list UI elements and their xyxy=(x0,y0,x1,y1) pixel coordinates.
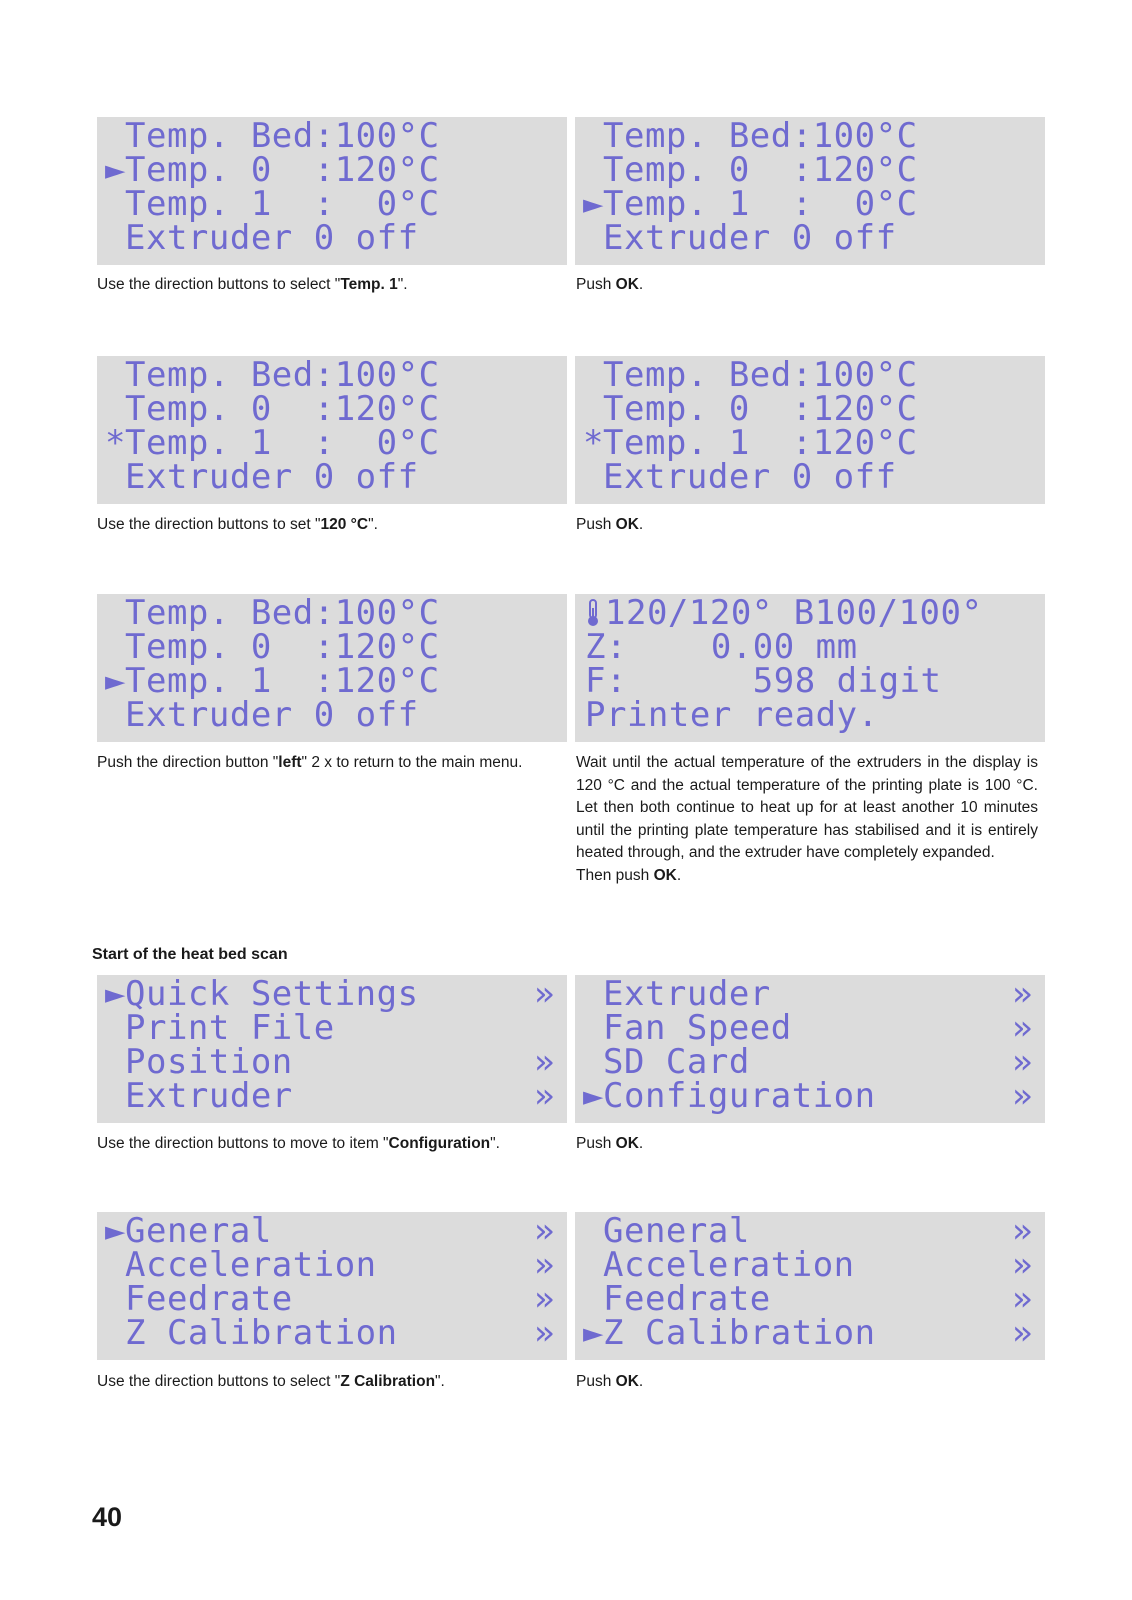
lcd-text: Feedrate xyxy=(125,1279,293,1319)
lcd-line xyxy=(105,1211,559,1251)
submenu-arrow-icon: » xyxy=(1012,1076,1033,1116)
lcd-line xyxy=(105,218,559,258)
lcd-line xyxy=(583,1008,1037,1048)
submenu-arrow-icon: » xyxy=(534,974,555,1014)
lcd-line xyxy=(105,974,559,1014)
lcd-line xyxy=(583,1279,1037,1319)
lcd-text: 120/120° B100/100° xyxy=(605,593,983,633)
lcd-text: Extruder 0 off xyxy=(125,695,419,735)
lcd-text: Extruder 0 off xyxy=(125,457,419,497)
lcd-display xyxy=(97,975,567,1123)
lcd-text: Extruder xyxy=(125,1076,293,1116)
cursor-arrow-icon: ► xyxy=(583,1076,604,1116)
lcd-text: Temp. Bed:100°C xyxy=(603,355,918,395)
caption: Push OK. xyxy=(576,516,644,533)
lcd-line xyxy=(105,184,559,224)
lcd-text: F: 598 digit xyxy=(585,661,942,701)
lcd-text: Fan Speed xyxy=(603,1008,792,1048)
lcd-text: Temp. Bed:100°C xyxy=(125,116,440,156)
lcd-display xyxy=(575,594,1045,742)
submenu-arrow-icon: » xyxy=(534,1076,555,1116)
caption-body: Wait until the actual temperature of the extruders in the display is 120 °C and the actual temperature of the printing plate is 100 °C. Let then both continue to heat up for at least another 10 minutes until the printing plate temperature has stabilised and it is entirely heated through, and the extruder have completely expanded. xyxy=(576,754,1038,861)
submenu-arrow-icon: » xyxy=(534,1211,555,1251)
lcd-text: Z Calibration xyxy=(125,1313,398,1353)
lcd-line xyxy=(105,593,559,633)
lcd-text: Acceleration xyxy=(603,1245,855,1285)
submenu-arrow-icon: » xyxy=(534,1279,555,1319)
edit-star-icon: * xyxy=(583,423,604,463)
lcd-text: Temp. 0 :120°C xyxy=(125,150,440,190)
lcd-text: Temp. Bed:100°C xyxy=(125,593,440,633)
lcd-text: SD Card xyxy=(603,1042,750,1082)
submenu-arrow-icon: » xyxy=(1012,1279,1033,1319)
page-number: 40 xyxy=(92,1502,123,1532)
lcd-line xyxy=(583,1076,1037,1116)
lcd-text: Temp. Bed:100°C xyxy=(603,116,918,156)
lcd-line xyxy=(585,661,1037,701)
lcd-line xyxy=(583,116,1037,156)
lcd-text: Temp. 1 :120°C xyxy=(125,661,440,701)
submenu-arrow-icon: » xyxy=(534,1313,555,1353)
lcd-text: Position xyxy=(125,1042,293,1082)
caption: Use the direction buttons to move to item "Configuration". xyxy=(97,1135,500,1152)
lcd-line xyxy=(105,1076,559,1116)
lcd-text: Temp. 1 : 0°C xyxy=(125,423,440,463)
lcd-text: Extruder xyxy=(603,974,771,1014)
lcd-display xyxy=(575,117,1045,265)
lcd-line xyxy=(585,593,1037,633)
cursor-arrow-icon: ► xyxy=(105,1211,126,1251)
submenu-arrow-icon: » xyxy=(1012,1008,1033,1048)
lcd-text: General xyxy=(125,1211,272,1251)
lcd-text: Feedrate xyxy=(603,1279,771,1319)
lcd-text: Temp. Bed:100°C xyxy=(125,355,440,395)
caption: Use the direction buttons to select "Temp. 1". xyxy=(97,276,408,293)
lcd-text: Printer ready. xyxy=(585,695,879,735)
caption: Push OK. xyxy=(576,276,644,293)
caption: Push OK. xyxy=(576,1135,644,1152)
lcd-line xyxy=(105,150,559,190)
lcd-text: General xyxy=(603,1211,750,1251)
lcd-text: Print File xyxy=(125,1008,335,1048)
caption-line: Then push OK. xyxy=(576,866,682,884)
lcd-line xyxy=(583,423,1037,463)
lcd-text: Temp. 1 : 0°C xyxy=(125,184,440,224)
caption: Push the direction button "left" 2 x to return to the main menu. xyxy=(97,754,523,771)
lcd-line xyxy=(585,627,1037,667)
lcd-display xyxy=(575,1212,1045,1360)
lcd-line xyxy=(583,1313,1037,1353)
lcd-text: Quick Settings xyxy=(125,974,419,1014)
lcd-text: Z Calibration xyxy=(603,1313,876,1353)
thermometer-icon xyxy=(585,596,605,630)
submenu-arrow-icon: » xyxy=(1012,1042,1033,1082)
lcd-text: Extruder 0 off xyxy=(603,218,897,258)
lcd-text: Z: 0.00 mm xyxy=(585,627,858,667)
lcd-line xyxy=(585,695,1037,735)
lcd-line xyxy=(105,457,559,497)
lcd-line xyxy=(583,389,1037,429)
submenu-arrow-icon: » xyxy=(1012,1211,1033,1251)
lcd-text: Temp. 1 :120°C xyxy=(603,423,918,463)
lcd-line xyxy=(583,1245,1037,1285)
edit-star-icon: * xyxy=(105,423,126,463)
lcd-line xyxy=(105,1042,559,1082)
lcd-line xyxy=(105,355,559,395)
lcd-display xyxy=(575,356,1045,504)
submenu-arrow-icon: » xyxy=(534,1245,555,1285)
caption-paragraph xyxy=(576,752,1038,887)
lcd-text: Temp. 0 :120°C xyxy=(125,389,440,429)
cursor-arrow-icon: ► xyxy=(105,150,126,190)
lcd-display xyxy=(97,594,567,742)
lcd-line xyxy=(105,389,559,429)
lcd-line xyxy=(105,116,559,156)
lcd-line xyxy=(105,423,559,463)
lcd-display xyxy=(575,975,1045,1123)
lcd-line xyxy=(105,1313,559,1353)
lcd-line xyxy=(583,457,1037,497)
lcd-line xyxy=(583,150,1037,190)
lcd-text: Temp. 0 :120°C xyxy=(603,389,918,429)
lcd-line xyxy=(105,661,559,701)
lcd-text: Extruder 0 off xyxy=(125,218,419,258)
lcd-display xyxy=(97,117,567,265)
lcd-line xyxy=(583,218,1037,258)
lcd-line xyxy=(583,355,1037,395)
lcd-text: Configuration xyxy=(603,1076,876,1116)
lcd-line xyxy=(583,1211,1037,1251)
cursor-arrow-icon: ► xyxy=(105,974,126,1014)
cursor-arrow-icon: ► xyxy=(583,184,604,224)
lcd-text: Acceleration xyxy=(125,1245,377,1285)
caption: Use the direction buttons to select "Z Calibration". xyxy=(97,1373,445,1390)
caption: Push OK. xyxy=(576,1373,644,1390)
lcd-display xyxy=(97,1212,567,1360)
lcd-text: Temp. 1 : 0°C xyxy=(603,184,918,224)
lcd-line xyxy=(583,184,1037,224)
lcd-text: Temp. 0 :120°C xyxy=(603,150,918,190)
cursor-arrow-icon: ► xyxy=(583,1313,604,1353)
lcd-line xyxy=(105,695,559,735)
submenu-arrow-icon: » xyxy=(1012,1245,1033,1285)
lcd-line xyxy=(105,1245,559,1285)
submenu-arrow-icon: » xyxy=(1012,1313,1033,1353)
section-heading: Start of the heat bed scan xyxy=(92,946,288,963)
lcd-display xyxy=(97,356,567,504)
cursor-arrow-icon: ► xyxy=(105,661,126,701)
lcd-line xyxy=(583,1042,1037,1082)
lcd-line xyxy=(105,627,559,667)
lcd-text: Extruder 0 off xyxy=(603,457,897,497)
submenu-arrow-icon: » xyxy=(534,1042,555,1082)
lcd-line xyxy=(583,974,1037,1014)
lcd-line xyxy=(105,1008,559,1048)
caption: Use the direction buttons to set "120 °C". xyxy=(97,516,378,533)
submenu-arrow-icon: » xyxy=(1012,974,1033,1014)
lcd-line xyxy=(105,1279,559,1319)
lcd-text: Temp. 0 :120°C xyxy=(125,627,440,667)
